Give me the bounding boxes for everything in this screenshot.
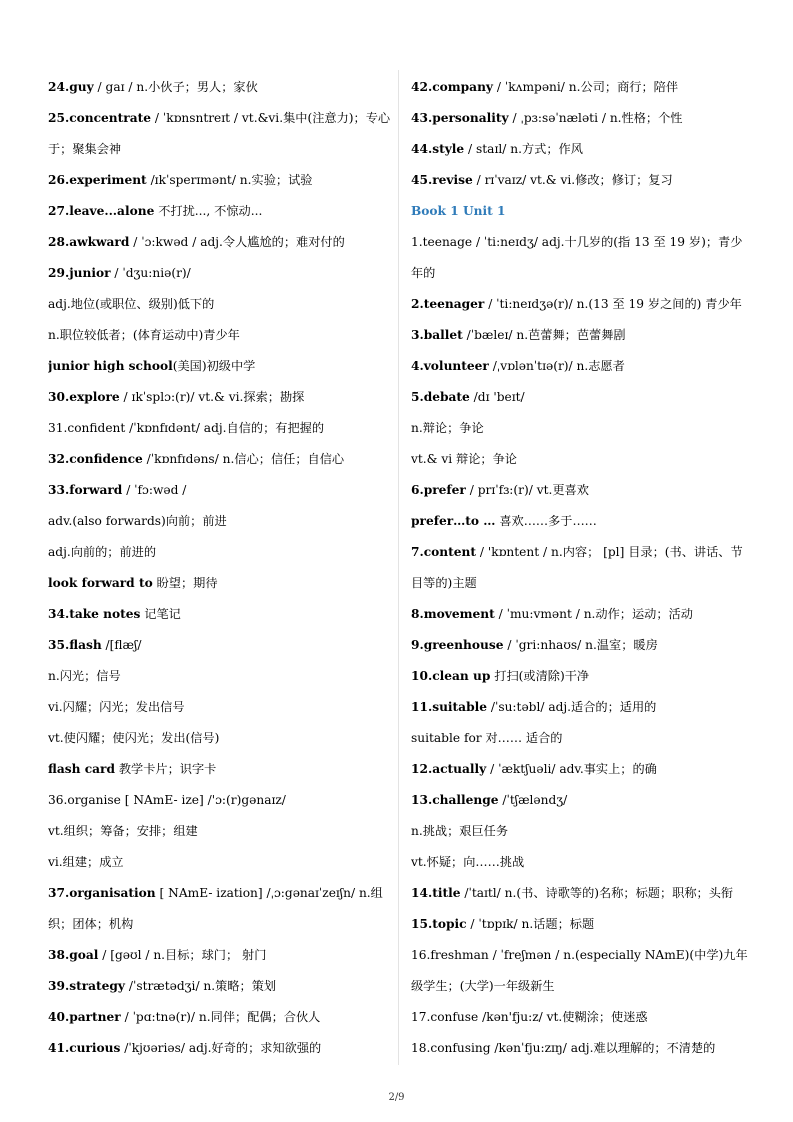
vocab-headword: 27.leave...alone	[48, 204, 155, 218]
vocab-headword: 10.clean up	[411, 669, 491, 683]
vocab-headword: 8.movement	[411, 607, 495, 621]
vocab-definition: n.闪光；信号	[48, 669, 121, 683]
section-title: Book 1 Unit 1	[411, 204, 506, 218]
right-column	[411, 72, 751, 1064]
vocab-line	[411, 444, 751, 475]
vocab-definition: /ˈsu:təbl/ adj.适合的；适用的	[487, 700, 657, 714]
vocab-headword: 32.confidence	[48, 452, 143, 466]
vocab-definition: vt.组织；筹备；安排；组建	[48, 824, 198, 838]
vocab-line	[48, 103, 393, 134]
vocab-line	[411, 568, 751, 599]
vocab-definition: / ˈtɒpɪk/ n.话题；标题	[466, 917, 595, 931]
vocab-line	[411, 630, 751, 661]
vocab-line	[411, 320, 751, 351]
vocab-line	[411, 165, 751, 196]
vocab-line	[48, 196, 393, 227]
vocab-line	[48, 475, 393, 506]
vocab-definition: / ˈfɔ:wəd /	[122, 483, 187, 497]
vocab-line	[411, 72, 751, 103]
vocab-line	[411, 475, 751, 506]
vocab-headword: prefer…to …	[411, 514, 496, 528]
vocab-definition: 打扫(或清除)干净	[490, 669, 590, 683]
vocab-line	[411, 103, 751, 134]
vocab-definition: 不打扰..., 不惊动...	[154, 204, 263, 218]
vocab-definition: / rɪˈvaɪz/ vt.& vi.修改；修订；复习	[472, 173, 673, 187]
vocab-definition: / [gəʊl / n.目标；球门； 射门	[98, 948, 267, 962]
vocab-definition: n.辩论；争论	[411, 421, 484, 435]
vocab-line	[48, 785, 393, 816]
vocab-definition: / prɪˈfɜ:(r)/ vt.更喜欢	[465, 483, 589, 497]
vocab-definition: 1.teenage / ˈti:neɪdʒ/ adj.十几岁的(指 13 至 19 岁)；青少	[411, 235, 743, 249]
vocab-definition: / staɪl/ n.方式；作风	[464, 142, 583, 156]
vocab-headword: 41.curious	[48, 1041, 121, 1055]
vocab-definition: 教学卡片；识字卡	[114, 762, 217, 776]
vocab-line	[48, 909, 393, 940]
vocab-headword: 30.explore	[48, 390, 120, 404]
vocab-definition: /ˈtaɪtl/ n.(书、诗歌等的)名称；标题；职称；头衔	[460, 886, 734, 900]
vocab-definition: vi.组建；成立	[48, 855, 124, 869]
vocab-headword: 40.partner	[48, 1010, 121, 1024]
vocab-line	[48, 227, 393, 258]
vocab-definition: 记笔记	[140, 607, 181, 621]
vocab-definition: / ˈæktʃuəli/ adv.事实上；的确	[486, 762, 657, 776]
vocab-line	[48, 537, 393, 568]
vocab-line	[411, 227, 751, 258]
vocab-definition: /ˈstrætədʒi/ n.策略；策划	[125, 979, 277, 993]
vocab-line	[48, 165, 393, 196]
vocab-headword: 25.concentrate	[48, 111, 151, 125]
vocab-definition: / ˈti:neɪdʒə(r)/ n.(13 至 19 岁之间的) 青少年	[484, 297, 742, 311]
vocab-line	[48, 816, 393, 847]
vocab-definition: vt.怀疑；向……挑战	[411, 855, 525, 869]
vocab-line	[48, 134, 393, 165]
vocab-definition: 17.confuse /kən'fju:z/ vt.使糊涂；使迷惑	[411, 1010, 648, 1024]
vocab-definition: vi.闪耀；闪光；发出信号	[48, 700, 185, 714]
vocab-definition: vt.& vi 辩论；争论	[411, 452, 517, 466]
vocab-definition: 31.confident /ˈkɒnfɪdənt/ adj.自信的；有把握的	[48, 421, 325, 435]
vocab-headword: 39.strategy	[48, 979, 125, 993]
vocab-headword: junior high school	[48, 359, 173, 373]
vocab-headword: 34.take notes	[48, 607, 141, 621]
vocab-definition: adv.(also forwards)向前；前进	[48, 514, 227, 528]
vocab-headword: look forward to	[48, 576, 153, 590]
vocab-headword: 2.teenager	[411, 297, 485, 311]
vocab-headword: 37.organisation	[48, 886, 156, 900]
vocab-definition: n.挑战；艰巨任务	[411, 824, 509, 838]
vocab-line	[411, 971, 751, 1002]
vocab-definition: 目等的)主题	[411, 576, 477, 590]
vocab-definition: adj.向前的；前进的	[48, 545, 157, 559]
vocab-line	[411, 785, 751, 816]
vocab-definition: 18.confusing /kənˈfju:zɪŋ/ adj.难以理解的；不清楚的	[411, 1041, 716, 1055]
vocab-line	[411, 506, 751, 537]
page-number: 2/9	[388, 1092, 405, 1103]
vocab-line	[411, 723, 751, 754]
vocab-line	[48, 940, 393, 971]
vocab-definition: / ˈɔ:kwəd / adj.令人尴尬的；难对付的	[129, 235, 345, 249]
vocab-definition: / ɪkˈsplɔ:(r)/ vt.& vi.探索；勘探	[119, 390, 305, 404]
vocab-line	[48, 351, 393, 382]
vocab-definition: / ˈmu:vmənt / n.动作；运动；活动	[494, 607, 693, 621]
vocab-headword: 7.content	[411, 545, 477, 559]
vocab-line	[411, 878, 751, 909]
vocab-line	[48, 444, 393, 475]
vocab-line	[411, 1002, 751, 1033]
vocab-line	[411, 692, 751, 723]
column-divider	[398, 70, 399, 1065]
vocab-definition: /[flæʃ/	[101, 638, 142, 652]
vocab-headword: 26.experiment	[48, 173, 147, 187]
vocab-line	[411, 351, 751, 382]
vocab-headword: 44.style	[411, 142, 465, 156]
vocab-headword: 33.forward	[48, 483, 123, 497]
vocab-definition: 喜欢……多于……	[495, 514, 597, 528]
vocab-line	[48, 1033, 393, 1064]
vocab-definition: [ NAmE- ization] /ˌɔ:gənaɪˈzeɪʃn/ n.组	[155, 886, 383, 900]
vocab-line	[411, 816, 751, 847]
vocab-headword: 14.title	[411, 886, 461, 900]
vocab-line	[411, 661, 751, 692]
vocab-line	[411, 754, 751, 785]
vocab-headword: 3.ballet	[411, 328, 463, 342]
vocab-line	[411, 599, 751, 630]
vocab-headword: 9.greenhouse	[411, 638, 504, 652]
vocab-definition: / 'kɒntent / n.内容； [pl] 目录；(书、讲话、节	[476, 545, 743, 559]
vocab-line	[411, 134, 751, 165]
vocab-headword: 12.actually	[411, 762, 487, 776]
vocab-definition: adj.地位(或职位、级别)低下的	[48, 297, 215, 311]
vocab-definition: / ˈkʌmpəni/ n.公司；商行；陪伴	[493, 80, 679, 94]
vocab-definition: / ˈgri:nhaʊs/ n.温室；暖房	[503, 638, 658, 652]
vocab-headword: 29.junior	[48, 266, 111, 280]
vocab-definition: 36.organise [ NAmE- ize] /'ɔ:(r)gənaɪz/	[48, 793, 286, 807]
vocab-line	[411, 289, 751, 320]
vocab-definition: /ˈkjʊəriəs/ adj.好奇的；求知欲强的	[120, 1041, 322, 1055]
vocab-definition: 盼望；期待	[152, 576, 218, 590]
vocab-definition: n.职位较低者；(体育运动中)青少年	[48, 328, 240, 342]
vocab-definition: / ˈkɒnsntreɪt / vt.&vi.集中(注意力)；专心	[150, 111, 391, 125]
vocab-headword: 11.suitable	[411, 700, 487, 714]
vocab-line	[48, 971, 393, 1002]
vocab-line	[48, 382, 393, 413]
vocab-headword: 4.volunteer	[411, 359, 489, 373]
vocab-line	[48, 599, 393, 630]
vocab-definition: 织；团体；机构	[48, 917, 134, 931]
vocab-headword: 13.challenge	[411, 793, 499, 807]
vocab-line	[48, 692, 393, 723]
vocab-headword: 45.revise	[411, 173, 473, 187]
vocab-line	[48, 723, 393, 754]
vocab-line	[411, 940, 751, 971]
vocab-line	[48, 847, 393, 878]
vocab-definition: 年的	[411, 266, 436, 280]
vocab-line	[48, 1002, 393, 1033]
vocab-line	[411, 258, 751, 289]
vocab-definition: 于；聚集会神	[48, 142, 122, 156]
vocab-headword: 42.company	[411, 80, 494, 94]
vocab-definition: / ˈdʒu:niə(r)/	[110, 266, 191, 280]
vocab-definition: /ɪkˈsperɪmənt/ n.实验；试验	[146, 173, 313, 187]
vocab-line	[411, 413, 751, 444]
vocab-line	[48, 72, 393, 103]
vocab-headword: 38.goal	[48, 948, 99, 962]
vocab-line	[411, 537, 751, 568]
section-heading	[411, 196, 751, 227]
vocab-line	[48, 320, 393, 351]
vocab-line	[411, 1033, 751, 1064]
left-column	[48, 72, 393, 1064]
vocab-line	[48, 413, 393, 444]
vocab-definition: / ˈpɑ:tnə(r)/ n.同伴；配偶；合伙人	[120, 1010, 321, 1024]
vocab-line	[48, 568, 393, 599]
vocab-line	[411, 847, 751, 878]
vocab-line	[48, 630, 393, 661]
vocab-definition: /ˈkɒnfɪdəns/ n.信心；信任；自信心	[142, 452, 345, 466]
vocab-headword: 43.personality	[411, 111, 509, 125]
vocab-headword: flash card	[48, 762, 115, 776]
vocab-line	[48, 506, 393, 537]
vocab-definition: / ˌpɜ:səˈnæləti / n.性格；个性	[508, 111, 683, 125]
vocab-headword: 35.flash	[48, 638, 102, 652]
vocab-headword: 28.awkward	[48, 235, 130, 249]
vocab-line	[411, 909, 751, 940]
vocab-headword: 15.topic	[411, 917, 467, 931]
vocab-definition: /ˈbæleɪ/ n.芭蕾舞；芭蕾舞剧	[462, 328, 626, 342]
vocab-definition: (美国)初级中学	[172, 359, 256, 373]
vocab-definition: / gaɪ / n.小伙子；男人；家伙	[93, 80, 258, 94]
vocab-definition: 级学生；(大学)一年级新生	[411, 979, 555, 993]
vocab-definition: /ˈtʃæləndʒ/	[498, 793, 568, 807]
vocab-definition: suitable for 对…… 适合的	[411, 731, 563, 745]
vocab-line	[48, 289, 393, 320]
vocab-headword: 6.prefer	[411, 483, 466, 497]
vocab-definition: 16.freshman / ˈfreʃmən / n.(especially NAmE)(中学)九年	[411, 948, 748, 962]
vocab-headword: 24.guy	[48, 80, 94, 94]
vocab-line	[48, 878, 393, 909]
vocab-definition: /dɪ 'beɪt/	[469, 390, 525, 404]
vocab-definition: vt.使闪耀；使闪光；发出(信号)	[48, 731, 220, 745]
vocab-line	[48, 754, 393, 785]
vocab-headword: 5.debate	[411, 390, 470, 404]
vocab-line	[48, 661, 393, 692]
vocab-definition: /ˌvɒlənˈtɪə(r)/ n.志愿者	[488, 359, 625, 373]
vocab-line	[411, 382, 751, 413]
vocab-line	[48, 258, 393, 289]
